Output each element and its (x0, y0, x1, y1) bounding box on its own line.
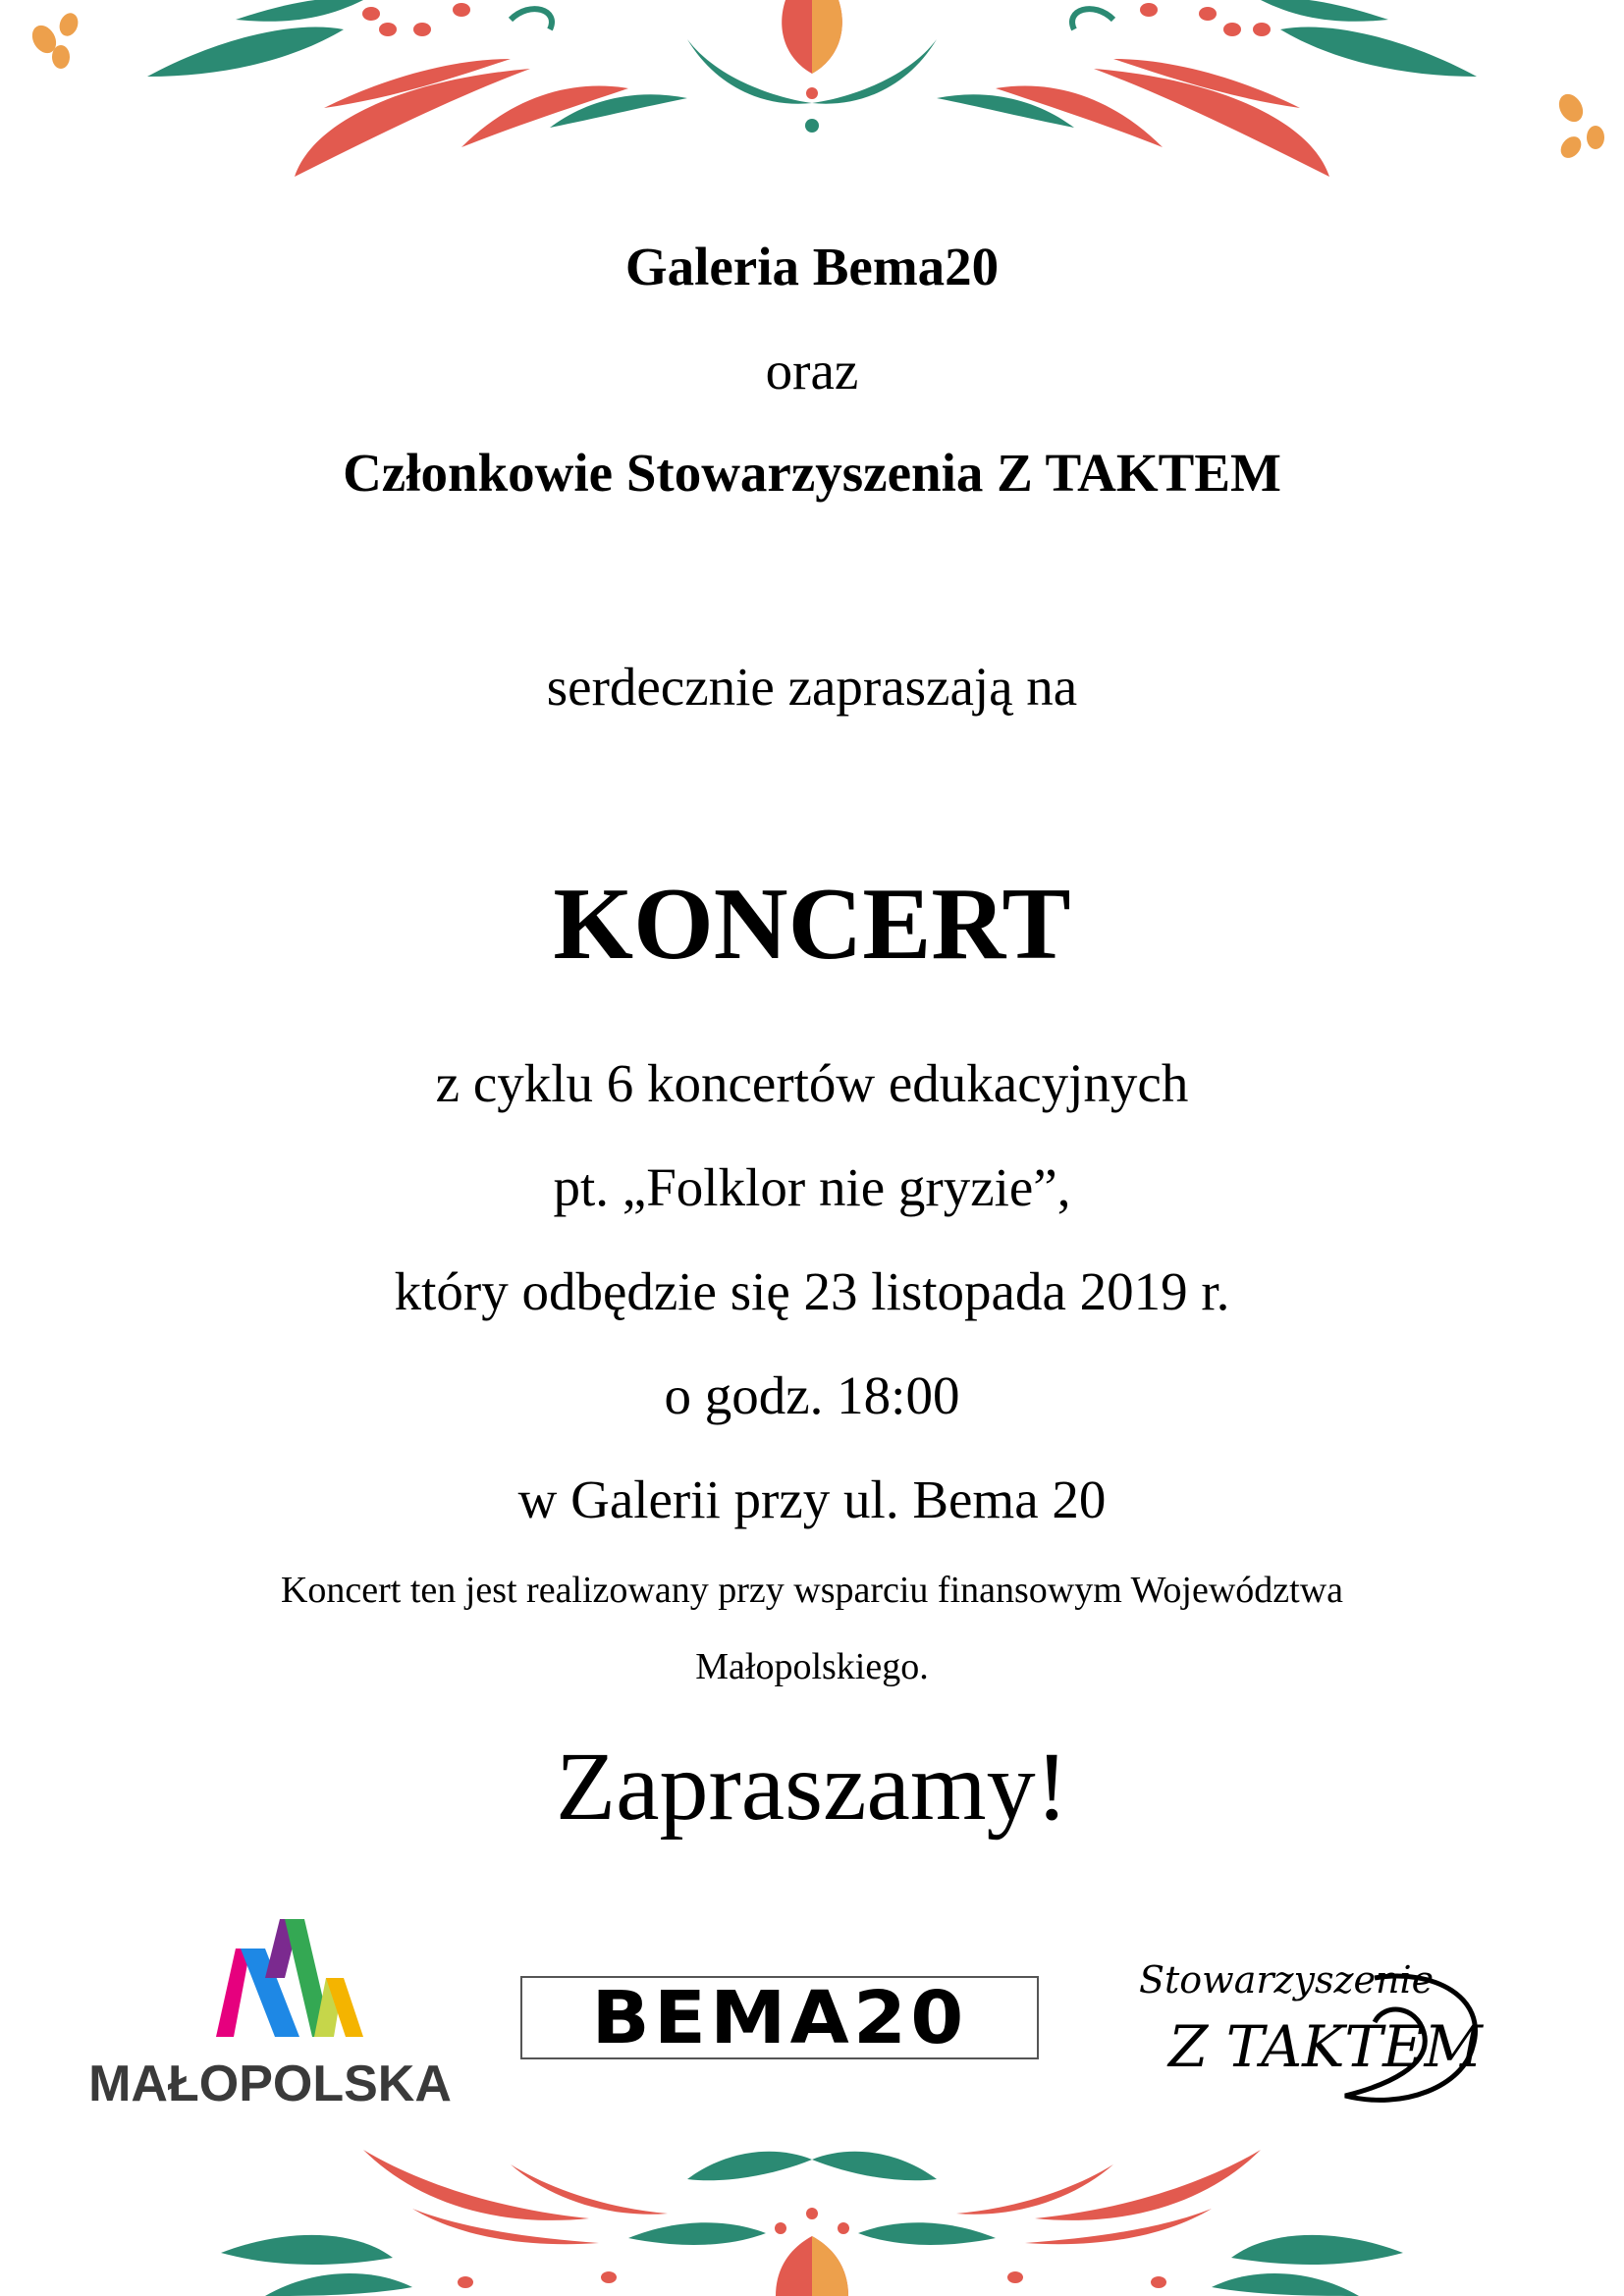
z-taktem-text: Z TAKTEM (1168, 2013, 1483, 2080)
detail-line-5: w Galerii przy ul. Bema 20 (517, 1469, 1107, 1529)
malopolska-logo (69, 1919, 471, 2115)
detail-line-1: z cyklu 6 koncertów edukacyjnych (435, 1053, 1189, 1113)
bema20-logo (520, 1976, 1039, 2059)
event-title: KONCERT (553, 866, 1071, 981)
cohost-line: Członkowie Stowarzyszenia Z TAKTEM (343, 443, 1281, 503)
invite-line: serdecznie zapraszają na (546, 657, 1078, 717)
detail-line-4: o godz. 18:00 (664, 1365, 960, 1425)
malopolska-logo-text: MAŁOPOLSKA (88, 2056, 452, 2112)
detail-line-2: pt. „Folklor nie gryzie”, (553, 1157, 1071, 1217)
closing-line: Zapraszamy! (556, 1732, 1068, 1841)
bema20-logo-text: BEMA20 (591, 1975, 968, 2060)
host-line: Galeria Bema20 (624, 237, 1000, 296)
folk-ornament-top (0, 0, 1624, 196)
funding-note-line-1: Koncert ten jest realizowany przy wsparciu finansowym Województwa (280, 1570, 1344, 1611)
stowarzyszenie-logo (1129, 1949, 1502, 2125)
folk-ornament-bottom (0, 2120, 1624, 2296)
detail-line-3: który odbędzie się 23 listopada 2019 r. (394, 1261, 1230, 1321)
funding-note-line-2: Małopolskiego. (695, 1646, 929, 1687)
stowarzyszenie-text: Stowarzyszenie (1139, 1958, 1435, 2002)
conjunction: oraz (765, 341, 859, 400)
